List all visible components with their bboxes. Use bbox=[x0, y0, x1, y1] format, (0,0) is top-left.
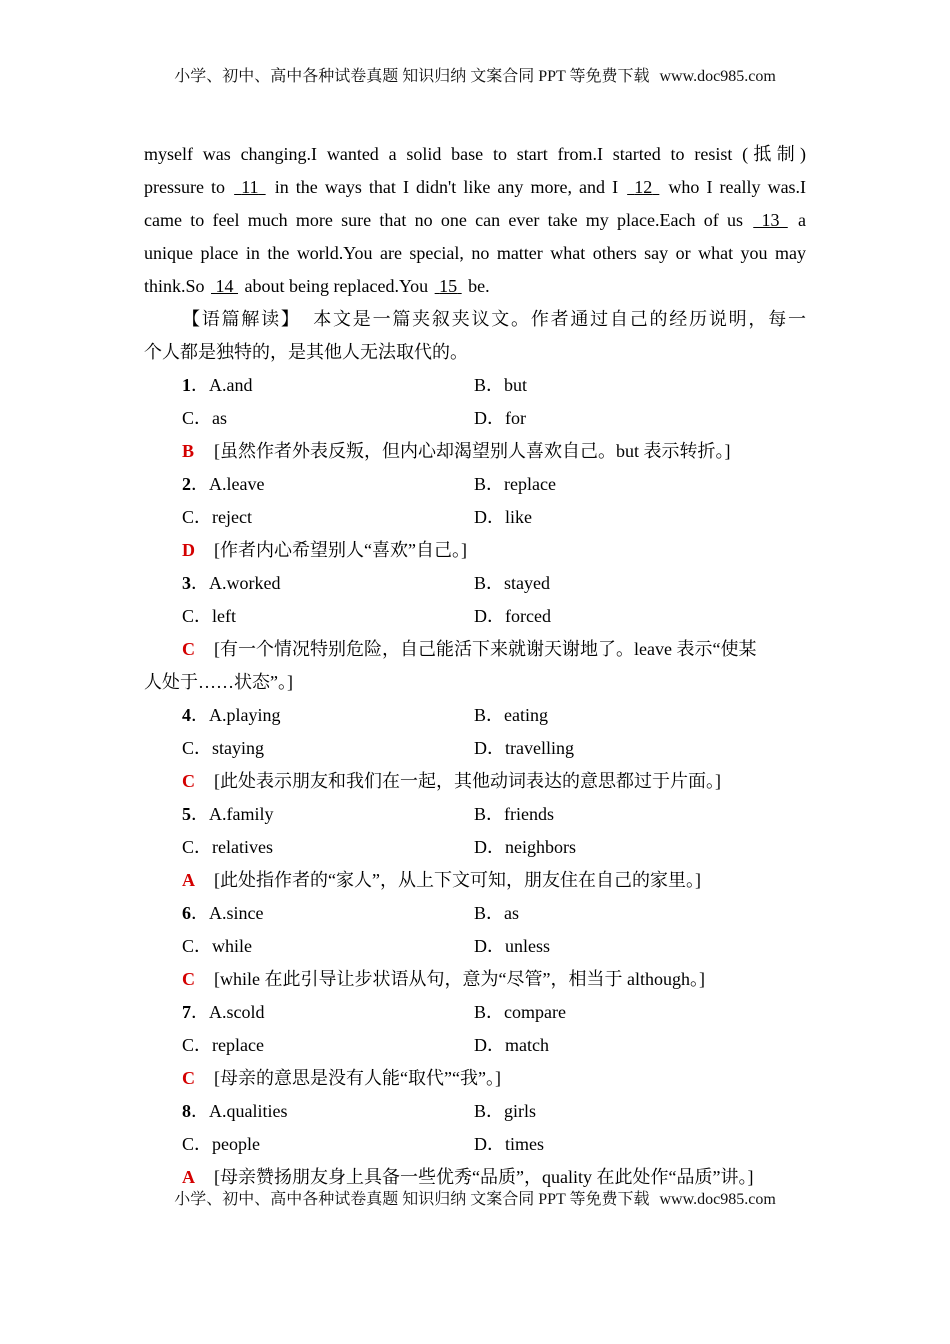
explanation: [此处指作者的“家人”，从上下文可知，朋友住在自己的家里。] bbox=[214, 870, 701, 890]
blank-12: 12 bbox=[634, 177, 653, 197]
blank-13: 13 bbox=[761, 210, 780, 230]
answer-letter: A bbox=[182, 870, 195, 890]
passage-line: think.So 14 about being replaced.You 15 be. bbox=[144, 276, 490, 296]
header-text: 小学、初中、高中各种试卷真题 知识归纳 文案合同 PPT 等免费下载 bbox=[174, 68, 650, 85]
question-row: C．replace D．match bbox=[182, 1035, 549, 1055]
explanation: [母亲的意思是没有人能“取代”“我”。] bbox=[214, 1068, 501, 1088]
page-footer bbox=[0, 1190, 950, 1210]
answer-row bbox=[144, 1062, 806, 1095]
passage-line: pressure to 11 in the ways that I didn't like any more, and I 12 who I really was.I bbox=[144, 177, 807, 197]
answer-row bbox=[144, 435, 806, 468]
question-row: 8．A.qualities B．girls bbox=[182, 1101, 537, 1121]
reading-passage bbox=[144, 138, 806, 303]
answer-letter: C bbox=[182, 1068, 195, 1088]
question-row: 5．A.family B．friends bbox=[182, 804, 554, 824]
footer-text: 小学、初中、高中各种试卷真题 知识归纳 文案合同 PPT 等免费下载 bbox=[174, 1191, 650, 1208]
analysis-line: 【语篇解读】 本文是一篇夹叙夹议文。作者通过自己的经历说明，每一 bbox=[182, 309, 806, 329]
question-row: 1．A.and B．but bbox=[182, 375, 528, 395]
answer-letter: C bbox=[182, 639, 195, 659]
footer-url[interactable]: www.doc985.com bbox=[659, 1191, 776, 1208]
passage-line: came to feel much more sure that no one can ever take my place.Each of us 13 a bbox=[144, 210, 806, 230]
blank-15: 15 bbox=[439, 276, 458, 296]
answer-row bbox=[144, 534, 806, 567]
explanation: [母亲赞扬朋友身上具备一些优秀“品质”，quality 在此处作“品质”讲。] bbox=[214, 1167, 754, 1187]
question-row: 6．A.since B．as bbox=[182, 903, 519, 923]
blank-11: 11 bbox=[241, 177, 259, 197]
blank-14: 14 bbox=[215, 276, 234, 296]
answer-letter: A bbox=[182, 1167, 195, 1187]
explanation: [虽然作者外表反叛，但内心却渴望别人喜欢自己。but 表示转折。] bbox=[214, 441, 731, 461]
answer-row bbox=[144, 864, 806, 897]
question-row: C．while D．unless bbox=[182, 936, 550, 956]
explanation: [作者内心希望别人“喜欢”自己。] bbox=[214, 540, 467, 560]
question-list bbox=[144, 369, 806, 1194]
header-url[interactable]: www.doc985.com bbox=[659, 68, 776, 85]
passage-line: myself was changing.I wanted a solid base to start from.I started to resist (抵制) bbox=[144, 144, 806, 164]
question-row: C．left D．forced bbox=[182, 606, 551, 626]
question-row: 3．A.worked B．stayed bbox=[182, 573, 550, 593]
answer-row bbox=[144, 765, 806, 798]
explanation: [此处表示朋友和我们在一起，其他动词表达的意思都过于片面。] bbox=[214, 771, 721, 791]
question-row: C．reject D．like bbox=[182, 507, 532, 527]
question-row: C．relatives D．neighbors bbox=[182, 837, 576, 857]
answer-letter: D bbox=[182, 540, 195, 560]
passage-line: unique place in the world.You are special, no matter what others say or what you may bbox=[144, 243, 806, 263]
analysis-line: 个人都是独特的，是其他人无法取代的。 bbox=[144, 342, 468, 362]
passage-analysis bbox=[144, 303, 806, 369]
answer-letter: C bbox=[182, 771, 195, 791]
answer-letter: C bbox=[182, 969, 195, 989]
page-header bbox=[0, 67, 950, 87]
explanation-continued: 人处于……状态”。] bbox=[144, 672, 293, 692]
explanation: [while 在此引导让步状语从句，意为“尽管”，相当于 although。] bbox=[214, 969, 705, 989]
question-row: C．staying D．travelling bbox=[182, 738, 574, 758]
answer-row bbox=[144, 963, 806, 996]
answer-row bbox=[144, 633, 806, 699]
question-row: C．as D．for bbox=[182, 408, 526, 428]
question-row: 2．A.leave B．replace bbox=[182, 474, 556, 494]
answer-letter: B bbox=[182, 441, 195, 461]
question-row: 7．A.scold B．compare bbox=[182, 1002, 566, 1022]
explanation: [有一个情况特别危险，自己能活下来就谢天谢地了。leave 表示“使某 bbox=[214, 639, 757, 659]
analysis-heading: 【语篇解读】 bbox=[182, 309, 301, 329]
question-row: 4．A.playing B．eating bbox=[182, 705, 548, 725]
question-row: C．people D．times bbox=[182, 1134, 544, 1154]
